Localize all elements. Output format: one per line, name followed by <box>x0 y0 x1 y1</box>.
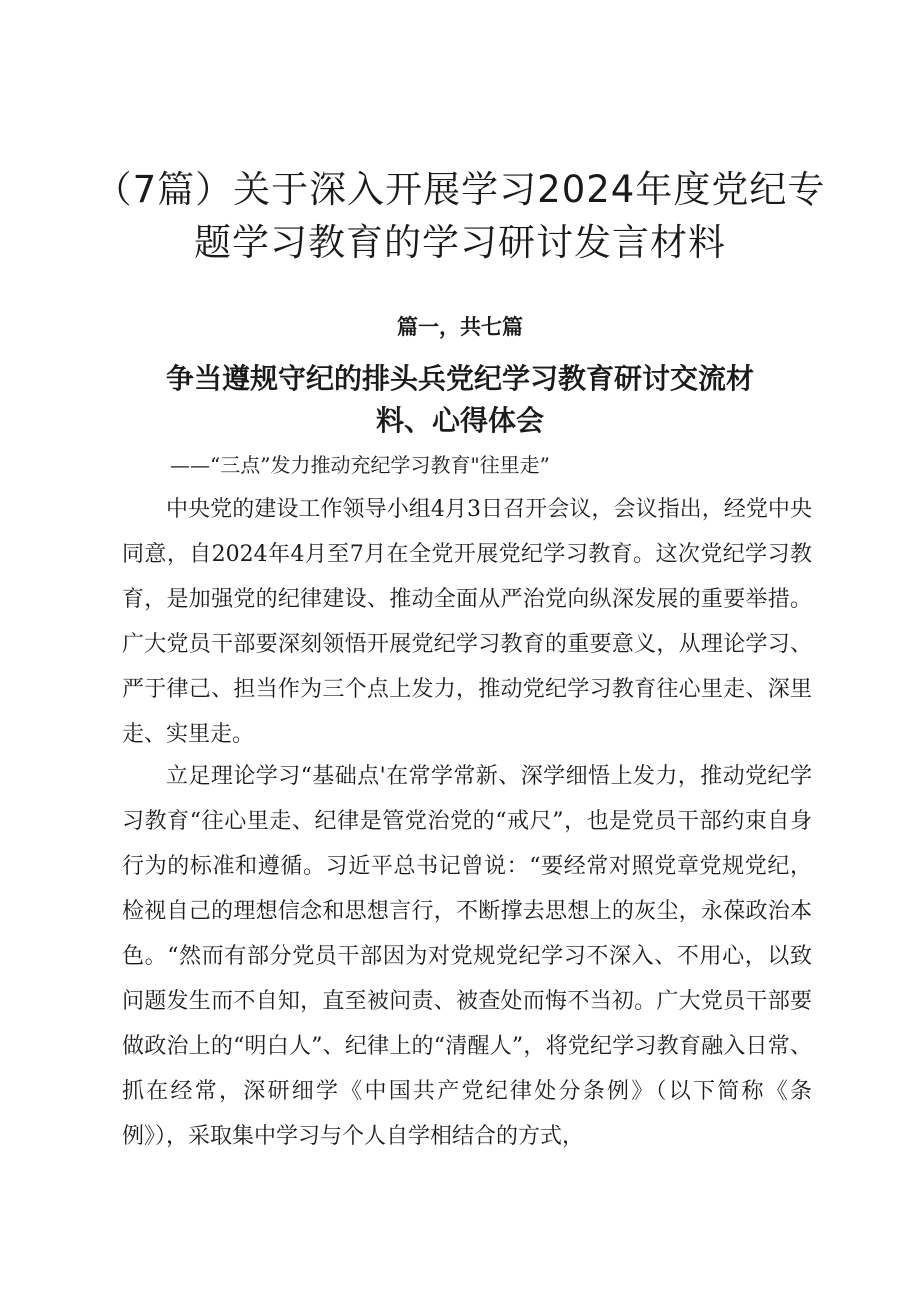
body-paragraph: 中央党的建设工作领导小组4月3日召开会议，会议指出，经党中央同意，自2024年4月至7月在全党开展党纪学习教育。这次党纪学习教育，是加强党的纪律建设、推动全面从严治党向纵深发展的重要举措。广大党员干部要深刻领悟开展党纪学习教育的重要意义，从理论学习、严于律己、担当作为三个点上发力，推动党纪学习教育往心里走、深里走、实里走。 <box>122 497 812 747</box>
document-title-line-2: 题学习教育的学习研讨发言材料 <box>194 221 726 264</box>
document-title-line-1: （7篇）关于深入开展学习2024年度党纪专 <box>94 168 826 211</box>
body-paragraph: 立足理论学习“基础点'在常学常新、深学细悟上发力，推动党纪学习教育“往心里走、纪律是管党治党的“戒尺”，也是党员干部约束自身行为的标准和遵循。习近平总书记曾说：“要经常对照党章党规党纪，检视自己的理想信念和思想言行，不断撑去思想上的灰尘，永葆政治本色。“然而有部分党员干部因为对党规党纪学习不深入、不用心，以致问题发生而不自知，直至被问责、被查处而悔不当初。广大党员干部要做政治上的“明白人”、纪律上的“清醒人”，将党纪学习教育融入日常、抓在经常，深研细学《中国共产党纪律处分条例》（以下简称《条例》），采取集中学习与个人自学相结合的方式， <box>122 764 812 1149</box>
article-title-line-2: 料、心得体会 <box>375 404 544 437</box>
article-title-line-1: 争当遵规守纪的排头兵党纪学习教育研讨交流材 <box>165 362 754 395</box>
article-title <box>120 358 800 442</box>
article-tagline: ——“三点”发力推动充纪学习教育"往里走” <box>170 453 550 477</box>
section-label: 篇一，共七篇 <box>397 314 523 339</box>
document-title <box>60 163 860 269</box>
